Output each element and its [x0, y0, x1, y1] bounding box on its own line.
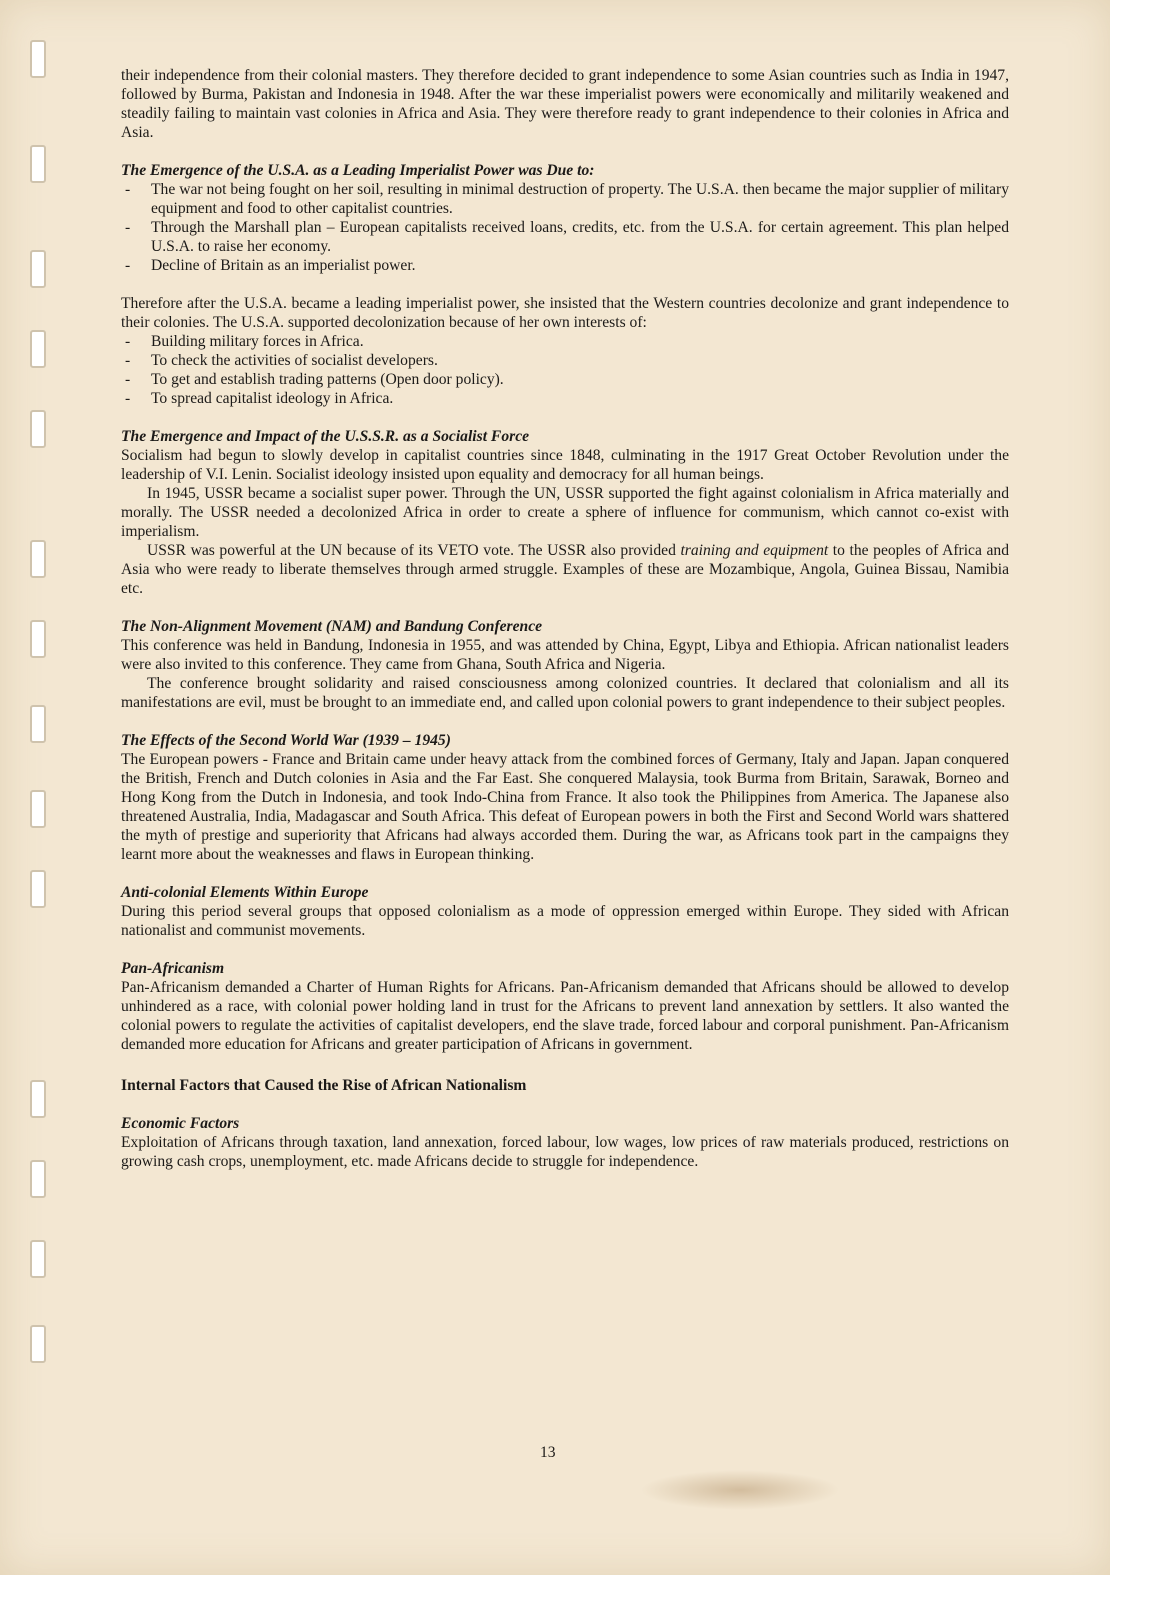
binder-hole: [30, 870, 46, 908]
ussr-p3-emphasis: training and equipment: [680, 542, 829, 559]
binder-hole: [30, 1080, 46, 1118]
ussr-paragraph-1: Socialism had begun to slowly develop in capitalist countries since 1848, culminating in the 1917 Great October Revolution under the leadership of V.I. Lenin. Socialist ideology insisted upon equality and democracy for all human beings.: [121, 447, 1009, 483]
usa-reasons-list: [121, 180, 1009, 275]
list-item: - To spread capitalist ideology in Africa.: [121, 389, 1009, 408]
ussr-paragraph-2: In 1945, USSR became a socialist super power. Through the UN, USSR supported the fight against colonialism in Africa materially and morally. The USSR needed a decolonized Africa in order to create a sphere of influence for communism, which cannot co-exist with imperialism.: [121, 485, 1009, 540]
list-item: - To get and establish trading patterns (Open door policy).: [121, 370, 1009, 389]
panafricanism-paragraph: Pan-Africanism demanded a Charter of Human Rights for Africans. Pan-Africanism demanded that Africans should be allowed to develop unhindered as a race, with colonial power holding land in trust for the Africans to prevent land annexation by settlers. It also wanted the colonial powers to regulate the activities of capitalist developers, end the slave trade, forced labour and corporal punishment. Pan-Africanism demanded more education for Africans and greater participation of Africans in government.: [121, 979, 1009, 1053]
binder-hole: [30, 1160, 46, 1198]
binder-hole: [30, 40, 46, 78]
page-number: 13: [540, 1444, 556, 1461]
economic-factors-paragraph: Exploitation of Africans through taxation, land annexation, forced labour, low wages, low prices of raw materials produced, restrictions on growing cash crops, unemployment, etc. made Africans decide to struggle for independence.: [121, 1134, 1009, 1170]
list-item: - To check the activities of socialist developers.: [121, 351, 1009, 370]
usa-heading: The Emergence of the U.S.A. as a Leading Imperialist Power was Due to:: [121, 162, 595, 179]
nam-paragraph-1: This conference was held in Bandung, Indonesia in 1955, and was attended by China, Egypt, Libya and Ethiopia. African nationalist leaders were also invited to this conference. They came from Ghana, South Africa and Nigeria.: [121, 637, 1009, 673]
binder-holes: [30, 40, 50, 1490]
binder-hole: [30, 705, 46, 743]
binder-hole: [30, 330, 46, 368]
ww2-heading: The Effects of the Second World War (1939 – 1945): [121, 732, 451, 749]
list-item: - The war not being fought on her soil, resulting in minimal destruction of property. The U.S.A. then became the major supplier of military equipment and food to other capitalist countries.: [121, 180, 1009, 218]
page-content: [121, 66, 1009, 1171]
nam-paragraph-2: The conference brought solidarity and raised consciousness among colonized countries. It declared that colonialism and all its manifestations are evil, must be brought to an immediate end, and called upon colonial powers to grant independence to their subject peoples.: [121, 675, 1009, 711]
anticolonial-paragraph: During this period several groups that opposed colonialism as a mode of oppression emerged within Europe. They sided with African nationalist and communist movements.: [121, 903, 1009, 939]
usa-paragraph: Therefore after the U.S.A. became a leading imperialist power, she insisted that the Western countries decolonize and grant independence to their colonies. The U.S.A. supported decolonization because of her own interests of:: [121, 295, 1009, 331]
binder-hole: [30, 145, 46, 183]
binder-hole: [30, 250, 46, 288]
binder-hole: [30, 410, 46, 448]
list-item: - Through the Marshall plan – European capitalists received loans, credits, etc. from the U.S.A. for certain agreement. This plan helped U.S.A. to raise her economy.: [121, 218, 1009, 256]
binder-hole: [30, 540, 46, 578]
binder-hole: [30, 1240, 46, 1278]
panafricanism-heading: Pan-Africanism: [121, 960, 225, 977]
ussr-p3-before: USSR was powerful at the UN because of its VETO vote. The USSR also provided: [147, 542, 681, 559]
intro-paragraph: their independence from their colonial masters. They therefore decided to grant independence to some Asian countries such as India in 1947, followed by Burma, Pakistan and Indonesia in 1948. After the war these imperialist powers were economically and militarily weakened and steadily failing to maintain vast colonies in Africa and Asia. They were therefore ready to grant independence to their colonies in Africa and Asia.: [121, 67, 1009, 141]
ww2-paragraph: The European powers - France and Britain came under heavy attack from the combined forces of Germany, Italy and Japan. Japan conquered the British, French and Dutch colonies in Asia and the Far East. She conquered Malaysia, took Burma from Britain, Sarawak, Borneo and Hong Kong from the Dutch in Indonesia, and took Indo-China from France. It also took the Philippines from America. The Japanese also threatened Australia, India, Madagascar and South Africa. This defeat of European powers in both the First and Second World wars shattered the myth of prestige and superiority that Africans had always accorded them. During the war, as Africans took part in the campaigns they learnt more about the weaknesses and flaws in European thinking.: [121, 751, 1009, 863]
nam-heading: The Non-Alignment Movement (NAM) and Bandung Conference: [121, 618, 543, 635]
ussr-p3-after: to the peoples of Africa and Asia who were ready to liberate themselves through armed struggle. Examples of these are Mozambique, Angola, Guinea Bissau, Namibia etc.: [121, 542, 1009, 597]
binder-hole: [30, 1325, 46, 1363]
ussr-heading: The Emergence and Impact of the U.S.S.R. as a Socialist Force: [121, 428, 530, 445]
internal-factors-heading: Internal Factors that Caused the Rise of African Nationalism: [121, 1077, 527, 1094]
anticolonial-heading: Anti-colonial Elements Within Europe: [121, 884, 369, 901]
list-item: - Decline of Britain as an imperialist power.: [121, 256, 1009, 275]
binder-hole: [30, 790, 46, 828]
usa-interests-list: [121, 332, 1009, 408]
list-item: - Building military forces in Africa.: [121, 332, 1009, 351]
economic-factors-heading: Economic Factors: [121, 1115, 240, 1132]
binder-hole: [30, 620, 46, 658]
paper-stain: [640, 1470, 840, 1510]
ussr-paragraph-3: [121, 541, 1009, 598]
